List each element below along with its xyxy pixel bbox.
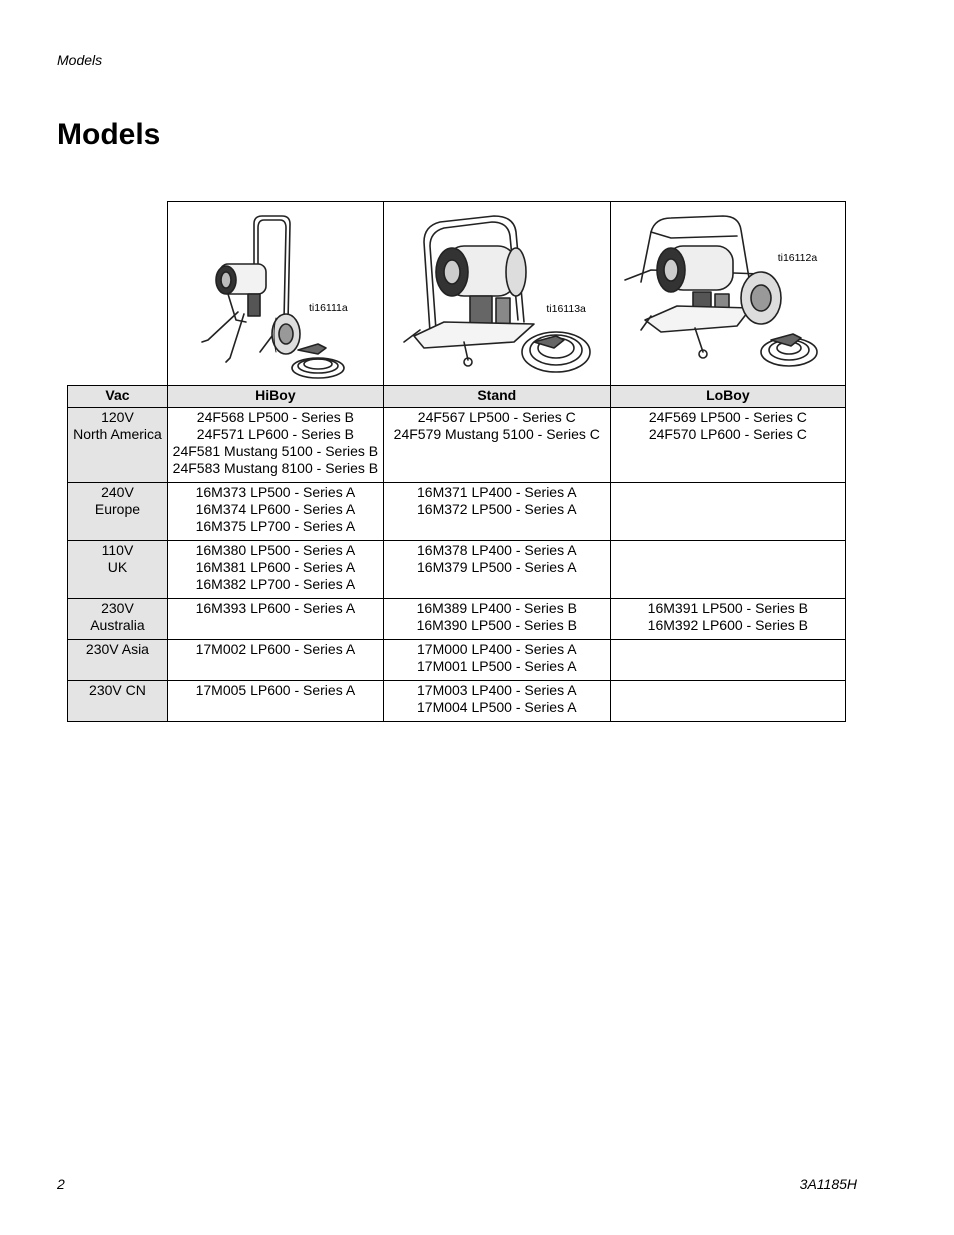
loboy-cell [610, 640, 845, 681]
vac-cell [68, 599, 168, 640]
model-entry: 24F579 Mustang 5100 - Series C [393, 426, 600, 442]
model-images-row [167, 201, 846, 385]
table-row [68, 408, 846, 483]
loboy-figure-id: ti16112a [777, 252, 818, 264]
column-header-vac: Vac [68, 386, 168, 408]
vac-cell [68, 408, 168, 483]
table-row [68, 640, 846, 681]
vac-cell [68, 640, 168, 681]
vac-region: UK [107, 559, 128, 575]
model-entry: 24F567 LP500 - Series C [417, 409, 576, 425]
model-entry: 24F569 LP500 - Series C [648, 409, 807, 425]
table-row [68, 483, 846, 541]
model-entry: 17M003 LP400 - Series A [417, 682, 577, 698]
loboy-cell [610, 408, 845, 483]
model-entry: 16M375 LP700 - Series A [195, 518, 356, 534]
stand-cell [383, 640, 610, 681]
vac-voltage: 230V Asia [85, 641, 149, 657]
stand-cell [383, 408, 610, 483]
model-entry: 16M373 LP500 - Series A [195, 484, 356, 500]
model-entry: 24F570 LP600 - Series C [648, 426, 807, 442]
hiboy-cell [167, 599, 383, 640]
column-header-hiboy: HiBoy [167, 386, 383, 408]
page-number: 2 [57, 1176, 65, 1192]
hiboy-cell [167, 483, 383, 541]
model-entry: 17M005 LP600 - Series A [195, 682, 356, 698]
hiboy-cell [167, 640, 383, 681]
page-title: Models [57, 118, 161, 151]
hiboy-sprayer-illustration-icon [168, 202, 384, 386]
model-entry: 16M372 LP500 - Series A [417, 501, 577, 517]
model-entry: 17M002 LP600 - Series A [195, 641, 356, 657]
table-row [68, 541, 846, 599]
loboy-cell [610, 681, 845, 722]
loboy-cell [610, 599, 845, 640]
model-entry: 16M380 LP500 - Series A [195, 542, 356, 558]
vac-voltage: 230V CN [89, 682, 146, 698]
model-entry: 16M371 LP400 - Series A [417, 484, 577, 500]
model-entry: 16M390 LP500 - Series B [416, 617, 577, 633]
loboy-cell [610, 483, 845, 541]
loboy-cell [610, 541, 845, 599]
stand-cell [383, 599, 610, 640]
model-entry: 16M391 LP500 - Series B [647, 600, 808, 616]
loboy-sprayer-illustration-icon [611, 202, 847, 386]
model-entry: 16M393 LP600 - Series A [195, 600, 356, 616]
stand-sprayer-illustration-icon [384, 202, 611, 386]
model-entry: 16M381 LP600 - Series A [195, 559, 356, 575]
vac-voltage: 230V [101, 600, 134, 616]
vac-voltage: 120V [101, 409, 134, 425]
model-entry: 16M382 LP700 - Series A [195, 576, 356, 592]
model-entry: 17M000 LP400 - Series A [417, 641, 577, 657]
vac-region: Australia [90, 617, 145, 633]
stand-cell [383, 541, 610, 599]
model-entry: 16M392 LP600 - Series B [647, 617, 808, 633]
model-entry: 16M389 LP400 - Series B [416, 600, 577, 616]
hiboy-cell [167, 541, 383, 599]
stand-figure [383, 202, 609, 386]
hiboy-cell [167, 408, 383, 483]
table-row [68, 599, 846, 640]
stand-cell [383, 681, 610, 722]
hiboy-figure-id: ti16111a [309, 302, 348, 314]
vac-voltage: 240V [101, 484, 134, 500]
model-entry: 17M001 LP500 - Series A [417, 658, 577, 674]
stand-cell [383, 483, 610, 541]
table-header-row [68, 386, 846, 408]
document-id: 3A1185H [799, 1176, 857, 1192]
model-entry: 16M379 LP500 - Series A [417, 559, 577, 575]
model-entry: 17M004 LP500 - Series A [417, 699, 577, 715]
vac-region: North America [73, 426, 162, 442]
model-entry: 16M374 LP600 - Series A [195, 501, 356, 517]
running-header: Models [57, 52, 103, 68]
vac-cell [68, 541, 168, 599]
hiboy-cell [167, 681, 383, 722]
loboy-figure [610, 202, 845, 386]
table-row [68, 681, 846, 722]
vac-region: Europe [94, 501, 141, 517]
vac-cell [68, 681, 168, 722]
vac-voltage: 110V [101, 542, 134, 558]
hiboy-figure [168, 202, 383, 386]
model-entry: 24F571 LP600 - Series B [196, 426, 354, 442]
models-table [67, 385, 846, 722]
column-header-stand: Stand [383, 386, 610, 408]
model-entry: 24F581 Mustang 5100 - Series B [172, 443, 379, 459]
column-header-loboy: LoBoy [610, 386, 845, 408]
vac-cell [68, 483, 168, 541]
stand-figure-id: ti16113a [546, 303, 586, 315]
model-entry: 24F568 LP500 - Series B [196, 409, 354, 425]
model-entry: 24F583 Mustang 8100 - Series B [172, 460, 379, 476]
model-entry: 16M378 LP400 - Series A [417, 542, 577, 558]
